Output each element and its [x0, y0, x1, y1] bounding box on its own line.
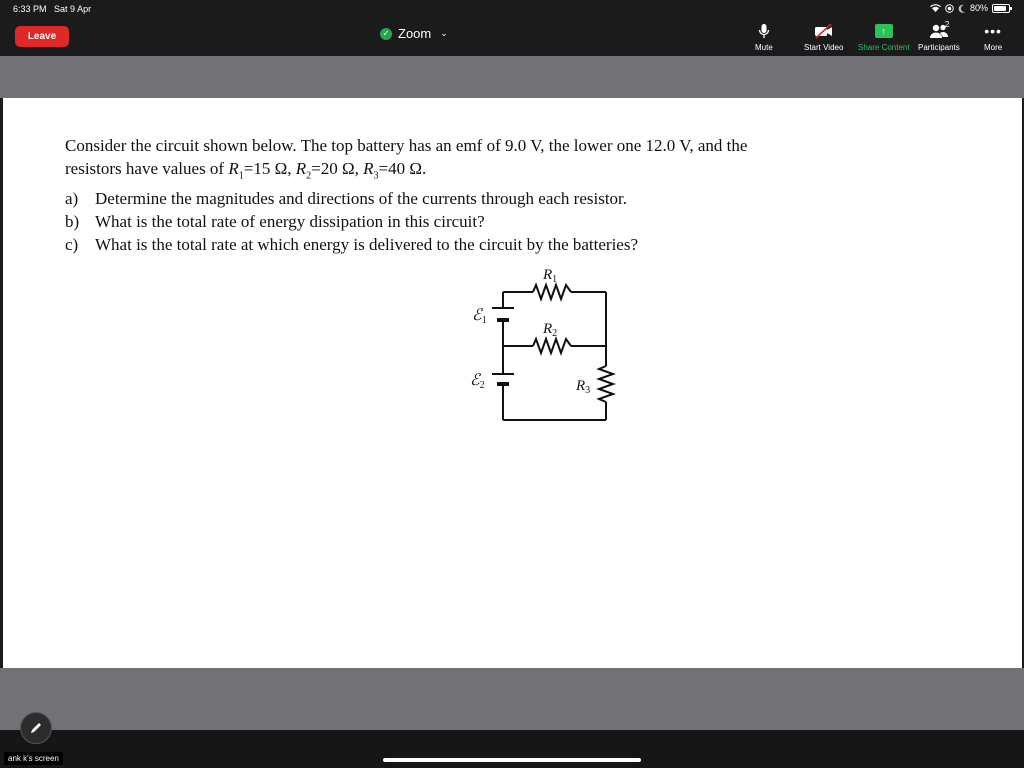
status-bar	[0, 0, 1024, 18]
resistor-r2	[533, 339, 571, 353]
battery-icon	[992, 4, 1010, 13]
start-video-label: Start Video	[804, 43, 844, 52]
battery-e1	[492, 308, 514, 320]
question-c: c) What is the total rate at which energy is delivered to the circuit by the batteries?	[65, 235, 639, 255]
shield-check-icon: ✓	[380, 28, 392, 40]
circuit-diagram	[458, 262, 628, 427]
question-a: a) Determine the magnitudes and directions of the currents through each resistor.	[65, 189, 628, 209]
shared-screen	[3, 98, 1022, 668]
participants-label: Participants	[918, 43, 960, 52]
share-backdrop-top	[0, 56, 1024, 98]
label-r3: $R_3$	[576, 378, 591, 396]
resistor-values: resistors have values of $R_1=15$ Ω, $R_2=20$ Ω, $R_3=40$ Ω.	[65, 159, 427, 182]
label-r1: $R_1$	[543, 267, 558, 285]
mute-label: Mute	[755, 43, 773, 52]
mute-button[interactable]	[755, 20, 773, 52]
participants-count: 2	[944, 20, 950, 29]
problem-intro: Consider the circuit shown below. The top battery has an emf of 9.0 V, the lower one 12.0 V, and the	[65, 136, 748, 155]
label-e1: ℰ1	[472, 307, 487, 326]
video-off-icon	[813, 23, 835, 39]
participants-button[interactable]	[918, 20, 960, 52]
meeting-title-dropdown[interactable]	[380, 26, 448, 41]
screen-record-icon	[945, 4, 954, 13]
status-time: 6:33 PM Sat 9 Apr	[13, 4, 92, 14]
leave-button[interactable]: Leave	[15, 26, 69, 47]
share-arrow-icon: ↑	[875, 24, 893, 38]
chevron-down-icon: ⌄	[440, 28, 448, 38]
share-backdrop-bottom	[0, 668, 1024, 730]
moon-icon	[958, 4, 966, 13]
shared-screen-owner-label: ank k's screen	[4, 752, 63, 765]
problem-text	[65, 134, 855, 256]
meeting-toolbar	[0, 18, 1024, 56]
more-label: More	[984, 43, 1003, 52]
question-b: b) What is the total rate of energy dissipation in this circuit?	[65, 212, 485, 232]
more-button[interactable]	[984, 20, 1002, 52]
share-content-label: Share Content	[858, 43, 910, 52]
home-indicator[interactable]	[383, 758, 641, 762]
label-e2: ℰ2	[470, 372, 485, 391]
pencil-icon	[29, 721, 43, 735]
bottom-bar	[0, 730, 1024, 768]
microphone-icon	[758, 23, 770, 40]
share-content-button[interactable]	[858, 20, 910, 52]
battery-e2	[492, 374, 514, 384]
resistor-r1	[533, 285, 571, 299]
battery-percent: 80%	[969, 3, 988, 13]
status-right	[930, 3, 1010, 13]
wifi-icon	[930, 4, 941, 12]
annotate-button[interactable]	[20, 712, 52, 744]
meeting-title: Zoom	[398, 26, 432, 41]
more-dots-icon: •••	[984, 23, 1002, 39]
resistor-r3	[599, 366, 613, 402]
start-video-button[interactable]	[804, 20, 843, 52]
label-r2: $R_2$	[543, 321, 558, 339]
